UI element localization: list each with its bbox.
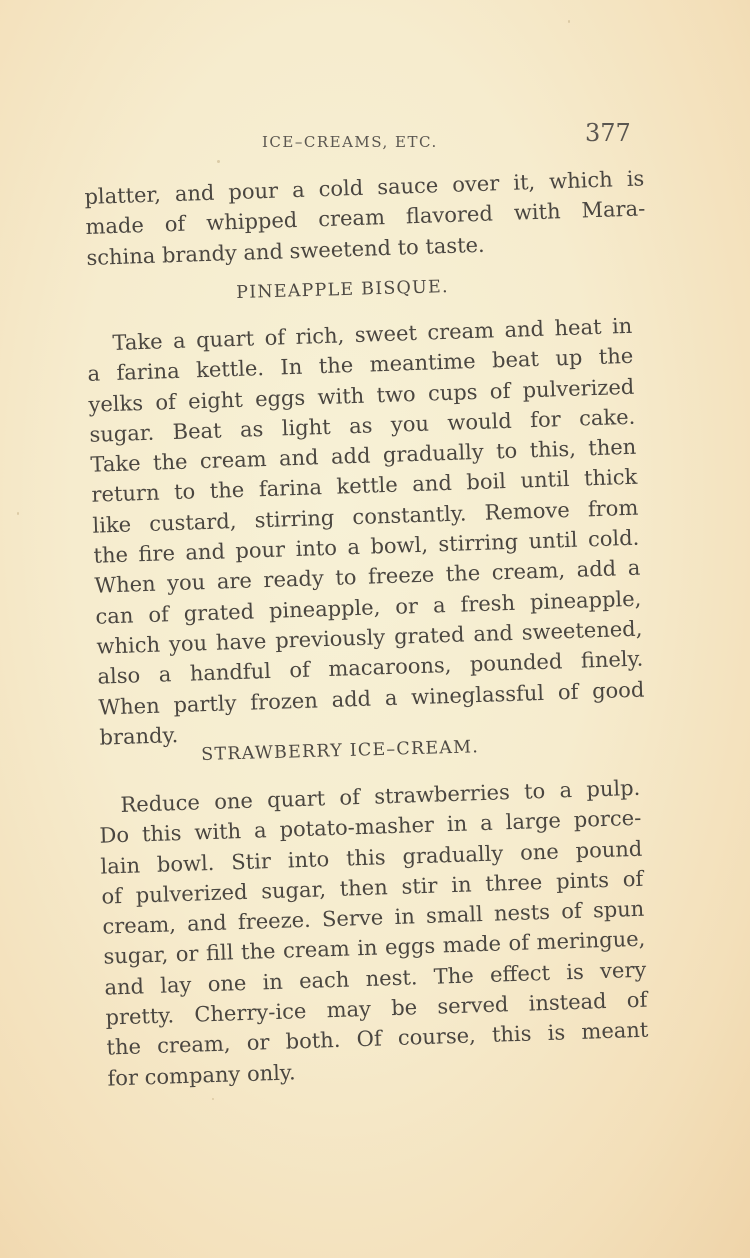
- continued-paragraph: [84, 163, 647, 272]
- text-line: pretty. Cherry-ice may be served instead of: [105, 987, 648, 1030]
- text-line: sugar. Beat as light as you would for cake.: [89, 404, 636, 447]
- text-line: which you have previously grated and sweetened,: [96, 616, 643, 659]
- text-line: Do this with a potato-masher in a large porce-: [99, 806, 642, 848]
- text-line: yelks of eight eggs with two cups of pulverized: [88, 374, 635, 417]
- text-line: Take the cream and add gradually to this, then: [90, 434, 637, 477]
- running-head: ICE–CREAMS, ETC.: [262, 133, 438, 151]
- text-line: schina brandy and sweetend to taste.: [86, 232, 486, 270]
- text-line: and lay one in each nest. The effect is very: [104, 957, 647, 1000]
- text-line: a farina kettle. In the meantime beat up the: [87, 344, 634, 387]
- text-line: for company only.: [107, 1060, 296, 1091]
- page-number: 377: [585, 119, 631, 147]
- text-line: like custard, stirring constantly. Remove from: [92, 495, 639, 538]
- text-line: platter, and pour a cold sauce over it, which is: [84, 166, 645, 209]
- text-line: When partly frozen add a wineglassful of good: [98, 677, 645, 720]
- text-line: return to the farina kettle and boil until thick: [91, 465, 638, 508]
- section-heading-pineapple-bisque: PINEAPPLE BISQUE.: [236, 277, 449, 303]
- pineapple-bisque-paragraph: [87, 311, 646, 752]
- text-line: When you are ready to freeze the cream, add a: [94, 555, 641, 599]
- text-line: also a handful of macaroons, pounded finely.: [97, 646, 644, 689]
- text-line: Reduce one quart of strawberries to a pulp.: [120, 775, 641, 817]
- text-line: brandy.: [99, 722, 179, 750]
- paper-speck: [212, 1098, 214, 1100]
- text-line: of pulverized sugar, then stir in three pints of: [101, 866, 644, 909]
- paper-speck: [217, 160, 220, 163]
- text-line: made of whipped cream flavored with Mara-: [85, 196, 646, 240]
- paper-speck: [17, 512, 19, 515]
- section-heading-strawberry-ice-cream: STRAWBERRY ICE–CREAM.: [201, 737, 480, 765]
- text-line: cream, and freeze. Serve in small nests of spun: [102, 896, 645, 939]
- text-line: can of grated pineapple, or a fresh pineapple,: [95, 586, 642, 629]
- text-line: the fire and pour into a bowl, stirring until cold.: [93, 525, 640, 568]
- strawberry-ice-cream-paragraph: [99, 773, 650, 1093]
- text-line: sugar, or fill the cream in eggs made of meringue,: [103, 927, 646, 970]
- text-line: lain bowl. Stir into this gradually one pound: [100, 836, 643, 879]
- paper-speck: [568, 20, 570, 23]
- text-line: Take a quart of rich, sweet cream and heat in: [112, 313, 633, 355]
- text-line: the cream, or both. Of course, this is meant: [106, 1017, 649, 1060]
